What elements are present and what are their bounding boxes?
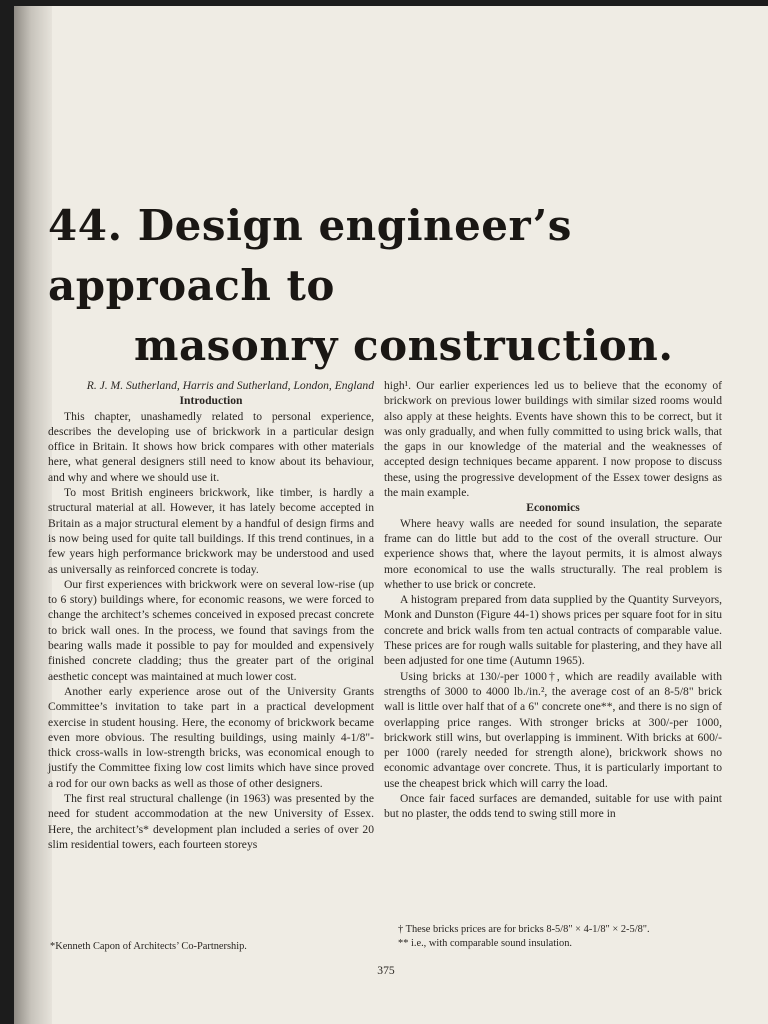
page-number: 375 bbox=[377, 964, 395, 977]
paragraph: Another early experience arose out of the University Grants Committee’s invitation to take part in a practical development exercise in student housing. Here, the economy of brickwork became even more obvious. The resulting buildings, using mainly 4-1/8"-thick cross-walls in low-strength bricks, was economical enough to justify the Committee fixing low cost limits which have since proved a rod for our own backs as well as those of other designers. bbox=[48, 684, 374, 790]
paragraph: Our first experiences with brickwork were on several low-rise (up to 6 story) buildings where, for economic reasons, we were forced to change the architect’s schemes conceived in exposed precast concrete to brick wall ones. In the process, we found that savings from the bearing walls made it possible to pay for moulded and expensively finished concrete cladding; thus the greater part of the original aesthetic concept was maintained at much lower cost. bbox=[48, 577, 374, 683]
chapter-title-line-2: masonry construction. bbox=[134, 321, 674, 370]
paragraph: A histogram prepared from data supplied by the Quantity Surveyors, Monk and Dunston (Figure 44-1) shows prices per square foot for in situ concrete and brick walls from ten actual contracts of comparable value. These prices are for rough walls suitable for plastering, and they have all been adjusted for one time (Autumn 1965). bbox=[384, 593, 722, 668]
book-page bbox=[14, 6, 768, 1024]
chapter-title bbox=[48, 196, 748, 376]
footnotes-right bbox=[398, 923, 718, 950]
section-heading-introduction: Introduction bbox=[179, 394, 243, 408]
right-column bbox=[384, 378, 722, 822]
paragraph-continuation: high¹. Our earlier experiences led us to believe that the economy of brickwork on previous lower buildings with similar sized rooms would also apply at these heights. Events have shown this to be correct, but it was only gradually, and when fully committed to using brick walls, that the gaps in our knowledge of the material and the weaknesses of accepted design techniques became apparent. I now propose to discuss these, using the progressive development of the Essex tower designs as the main example. bbox=[384, 379, 722, 500]
author-byline: R. J. M. Sutherland, Harris and Sutherland, London, England bbox=[86, 379, 374, 392]
paragraph: Using bricks at 130/-per 1000†, which are readily available with strengths of 3000 to 4000 lb./in.², the average cost of an 8-5/8" brick wall is little over half that of a 6" concrete one**, and there is no sign of overlapping price ranges. With stronger bricks at 300/-per 1000, brickwork still wins, but overlapping is imminent. With bricks at 600/-per 1000 (rarely needed for strength alone), brickwork shows no economic advantage over concrete. Thus, it is particularly important to use the cheapest brick which will carry the load. bbox=[384, 669, 722, 790]
left-column bbox=[48, 378, 374, 852]
paragraph: Where heavy walls are needed for sound insulation, the separate frame can do little but add to the cost of the overall structure. Our experience shows that, where the layout permits, it is almost always more economical to use the walls structurally. The real problem is whether to use brick or concrete. bbox=[384, 516, 722, 591]
paragraph: Once fair faced surfaces are demanded, suitable for use with paint but no plaster, the odds tend to swing still more in bbox=[384, 792, 722, 821]
footnote-brick-prices: † These bricks prices are for bricks 8-5/8" × 4-1/8" × 2-5/8". bbox=[398, 924, 650, 935]
section-heading-economics: Economics bbox=[526, 501, 580, 515]
chapter-title-line-1: 44. Design engineer’s approach to bbox=[48, 201, 572, 310]
footnote-architect: *Kenneth Capon of Architects’ Co-Partnership. bbox=[50, 941, 247, 952]
book-spine-shadow bbox=[14, 6, 52, 1024]
paragraph: The first real structural challenge (in 1963) was presented by the need for student accommodation at the new University of Essex. Here, the architect’s* development plan included a series of over 20 slim residential towers, each fourteen storeys bbox=[48, 792, 374, 851]
paragraph: To most British engineers brickwork, like timber, is hardly a structural material at all. However, it has lately become accepted in Britain as a major structural element by a handful of design firms and is now being used for quite tall buildings. If this trend continues, in a few years high performance brickwork may be understood and used as universally as reinforced concrete is today. bbox=[48, 486, 374, 576]
footnote-sound-insulation: ** i.e., with comparable sound insulation. bbox=[398, 937, 573, 949]
paragraph: This chapter, unashamedly related to personal experience, describes the developing use of brickwork in a particular design office in Britain. It shows how brick compares with other materials here, what general designers still need to know about its behaviour, and why and where we should use it. bbox=[48, 409, 374, 484]
